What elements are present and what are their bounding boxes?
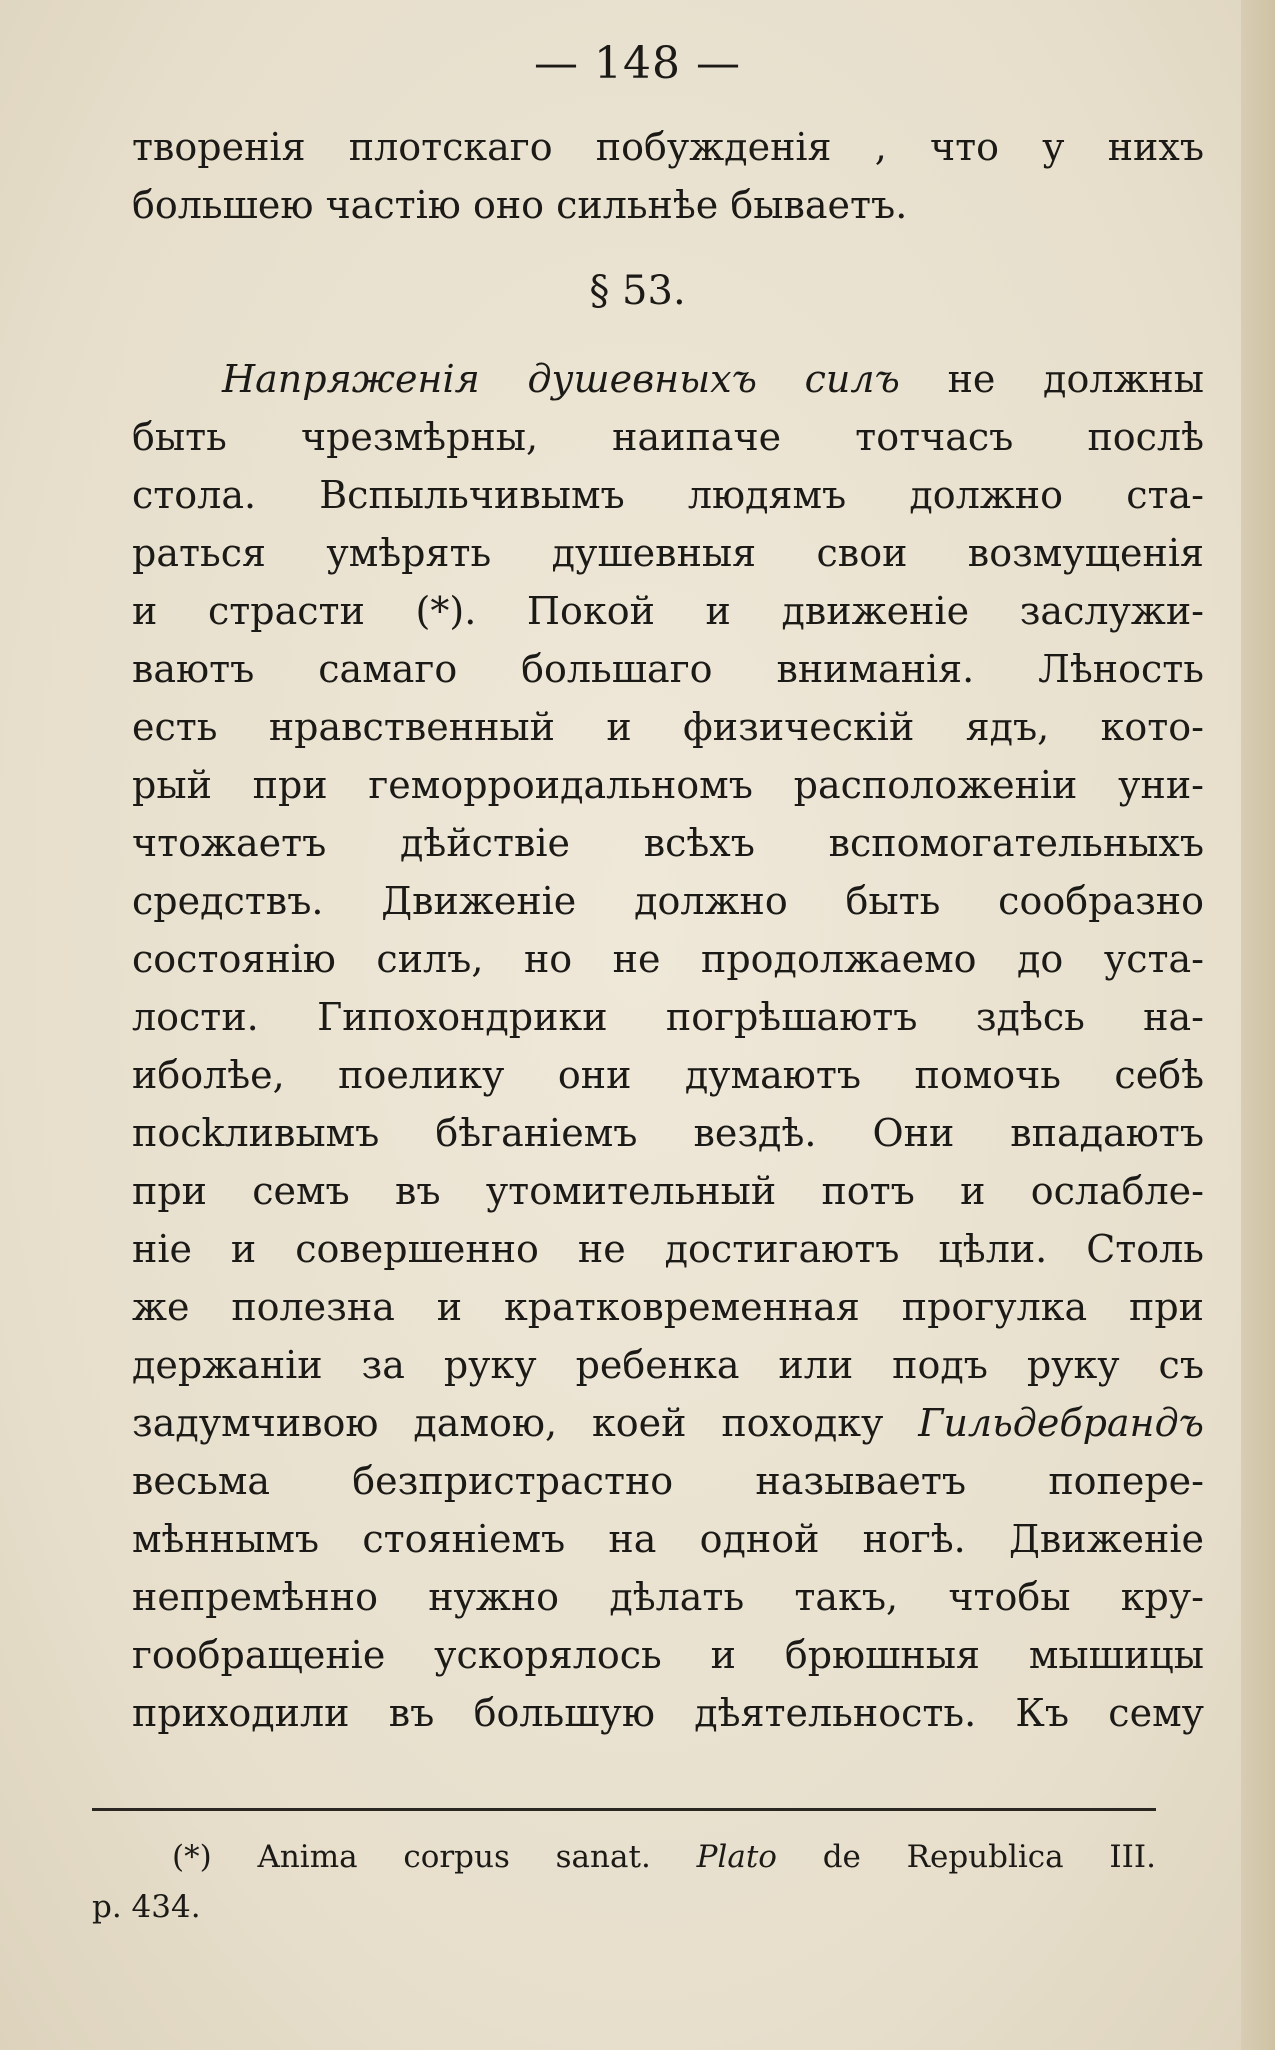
text-line: приходили въ большую дѣятельность. Къ сему <box>132 1691 1204 1735</box>
text-line: стола. Вспыльчивымъ людямъ должно ста- <box>132 473 1204 517</box>
footnote-marker: (*) <box>172 1839 212 1875</box>
text-line: ваютъ самаго большаго вниманія. Лѣность <box>132 647 1204 691</box>
text-line: весьма безпристрастно называетъ попере- <box>132 1459 1204 1503</box>
text-line: иболѣе, поелику они думаютъ помочь себѣ <box>132 1053 1204 1097</box>
text-line: есть нравственный и физическій ядъ, кото- <box>132 705 1204 749</box>
text-line: рый при геморроидальномъ расположеніи уни- <box>132 763 1204 807</box>
lead-italic: Напряженія душевныхъ силъ <box>222 357 900 401</box>
text-line: творенія плотскаго побужденія , что у нихъ <box>132 125 1204 169</box>
footnote-author: Plato <box>696 1839 777 1875</box>
footnote-page-ref: p. 434. <box>92 1889 201 1925</box>
text-line: непремѣнно нужно дѣлать такъ, чтобы кру- <box>132 1575 1204 1619</box>
text-line-lead <box>132 350 1204 408</box>
line-19-before: задумчивою дамою, коей походку <box>132 1401 884 1445</box>
text-line: посkливымъ бѣганіемъ вездѣ. Они впадаютъ <box>132 1111 1204 1155</box>
text-line: чтожаетъ дѣйствіе всѣхъ вспомогательныхъ <box>132 821 1204 865</box>
text-line: быть чрезмѣрны, наипаче тотчасъ послѣ <box>132 415 1204 459</box>
footnote-text-after: de Republica III. <box>822 1839 1156 1875</box>
text-line: гообращеніе ускорялось и брюшныя мышицы <box>132 1633 1204 1677</box>
footnote-line <box>92 1832 1156 1882</box>
text-line: мѣннымъ стояніемъ на одной ногѣ. Движеніе <box>132 1517 1204 1561</box>
text-line: и страсти (*). Покой и движеніе заслужи- <box>132 589 1204 633</box>
footnote-divider <box>92 1808 1156 1811</box>
section-heading: § 53. <box>589 268 686 314</box>
page-number: — 148 — <box>534 38 741 89</box>
intro-paragraph <box>132 118 1204 234</box>
text-line: большею частію оно сильнѣе бываетъ. <box>132 183 908 227</box>
text-line: держаніи за руку ребенка или подъ руку съ <box>132 1343 1204 1387</box>
lead-rest: не должны <box>947 357 1204 401</box>
text-line: раться умѣрять душевныя свои возмущенія <box>132 531 1204 575</box>
text-line: ніе и совершенно не достигаютъ цѣли. Столь <box>132 1227 1204 1271</box>
body-paragraph <box>132 350 1204 1742</box>
text-line: состоянію силъ, но не продолжаемо до уста- <box>132 937 1204 981</box>
text-line-with-italic <box>132 1394 1204 1452</box>
text-line: же полезна и кратковременная прогулка при <box>132 1285 1204 1329</box>
text-line: средствъ. Движеніе должно быть сообразно <box>132 879 1204 923</box>
text-line: при семъ въ утомительный потъ и ослабле- <box>132 1169 1204 1213</box>
footnote-text-before: Anima corpus sanat. <box>257 1839 651 1875</box>
footnote <box>92 1832 1156 1932</box>
line-19-italic: Гильдебрандъ <box>918 1401 1204 1445</box>
text-line: лости. Гипохондрики погрѣшаютъ здѣсь на- <box>132 995 1204 1039</box>
